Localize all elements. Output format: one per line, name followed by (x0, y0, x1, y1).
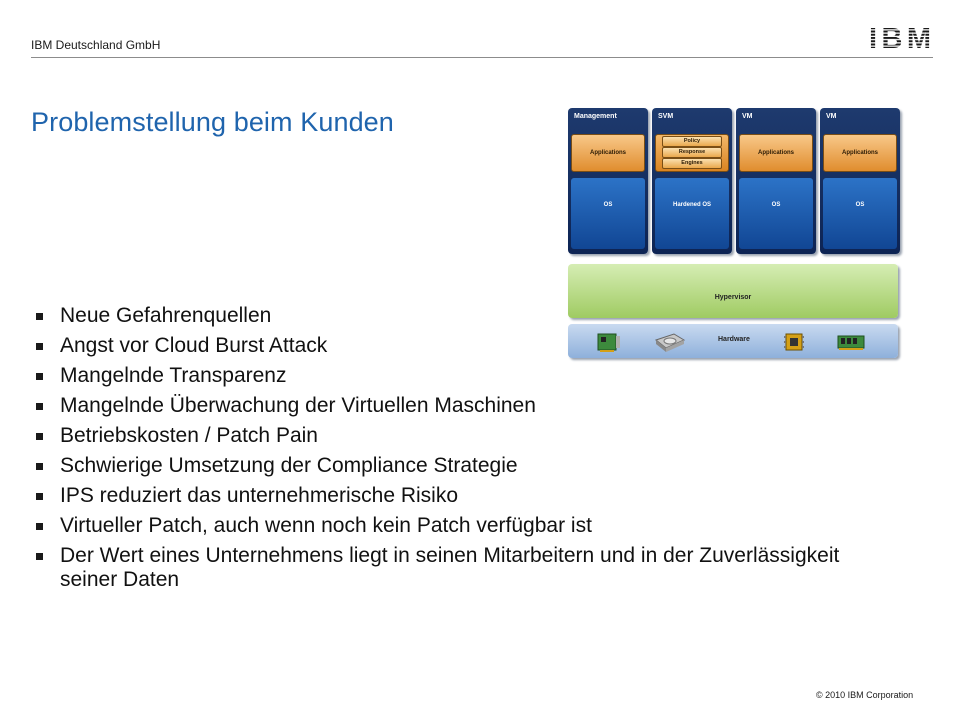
bullet-square-icon (36, 523, 43, 530)
company-name: IBM Deutschland GmbH (31, 38, 161, 52)
bullet-item (36, 334, 896, 358)
bullet-square-icon (36, 403, 43, 410)
ibm-logo (868, 24, 932, 50)
bullet-text: Schwierige Umsetzung der Compliance Strategie (60, 454, 518, 477)
management-column (568, 108, 648, 254)
bullet-square-icon (36, 493, 43, 500)
svg-text:IBM: IBM (869, 24, 931, 50)
hardened-os-block (655, 178, 729, 249)
vm-column (820, 108, 900, 254)
hardware-label: Hardware (718, 336, 750, 343)
bullet-item (36, 484, 896, 508)
bullet-text: Virtueller Patch, auch wenn noch kein Patch verfügbar ist (60, 514, 592, 537)
copyright-footer: © 2010 IBM Corporation (816, 690, 914, 700)
column-header: VM (826, 113, 837, 120)
bullet-item (36, 544, 896, 592)
bullet-item (36, 364, 896, 388)
applications-block (823, 134, 897, 172)
column-header: SVM (658, 113, 674, 120)
svm-column (652, 108, 732, 254)
column-header: Management (574, 113, 617, 120)
os-block (571, 178, 645, 249)
applications-block (571, 134, 645, 172)
svm-stack (655, 134, 729, 172)
os-label: OS (603, 202, 613, 208)
bullet-text: IPS reduziert das unternehmerische Risiko (60, 484, 459, 507)
policy-block: Policy (662, 136, 722, 147)
bullet-text: Angst vor Cloud Burst Attack (60, 334, 328, 357)
bullet-text: Der Wert eines Unternehmens liegt in seinen Mitarbeitern und in der Zuverlässigkeit seiner Daten (60, 544, 840, 591)
applications-block (739, 134, 813, 172)
os-block (739, 178, 813, 249)
bullet-square-icon (36, 553, 43, 560)
header-divider (31, 57, 933, 58)
bullet-item (36, 454, 896, 478)
response-block: Response (662, 147, 722, 158)
bullet-text: Mangelnde Überwachung der Virtuellen Maschinen (60, 394, 536, 417)
bullet-square-icon (36, 343, 43, 350)
bullet-square-icon (36, 463, 43, 470)
bullet-text: Betriebskosten / Patch Pain (60, 424, 318, 447)
os-label: Hardened OS (672, 202, 711, 208)
engines-block: Engines (662, 158, 722, 169)
bullet-list (36, 304, 896, 598)
applications-label: Applications (757, 150, 794, 156)
os-label: OS (855, 202, 865, 208)
bullet-text: Neue Gefahrenquellen (60, 304, 272, 327)
applications-label: Applications (589, 150, 626, 156)
bullet-square-icon (36, 313, 43, 320)
hypervisor-label: Hypervisor (714, 294, 752, 301)
applications-label: Applications (841, 150, 878, 156)
bullet-item (36, 424, 896, 448)
bullet-item (36, 394, 896, 418)
os-block (823, 178, 897, 249)
vm-column (736, 108, 816, 254)
bullet-item (36, 514, 896, 538)
os-label: OS (771, 202, 781, 208)
bullet-item (36, 304, 896, 328)
bullet-square-icon (36, 373, 43, 380)
bullet-text: Mangelnde Transparenz (60, 364, 287, 387)
column-header: VM (742, 113, 753, 120)
slide-title: Problemstellung beim Kunden (31, 107, 394, 137)
bullet-square-icon (36, 433, 43, 440)
